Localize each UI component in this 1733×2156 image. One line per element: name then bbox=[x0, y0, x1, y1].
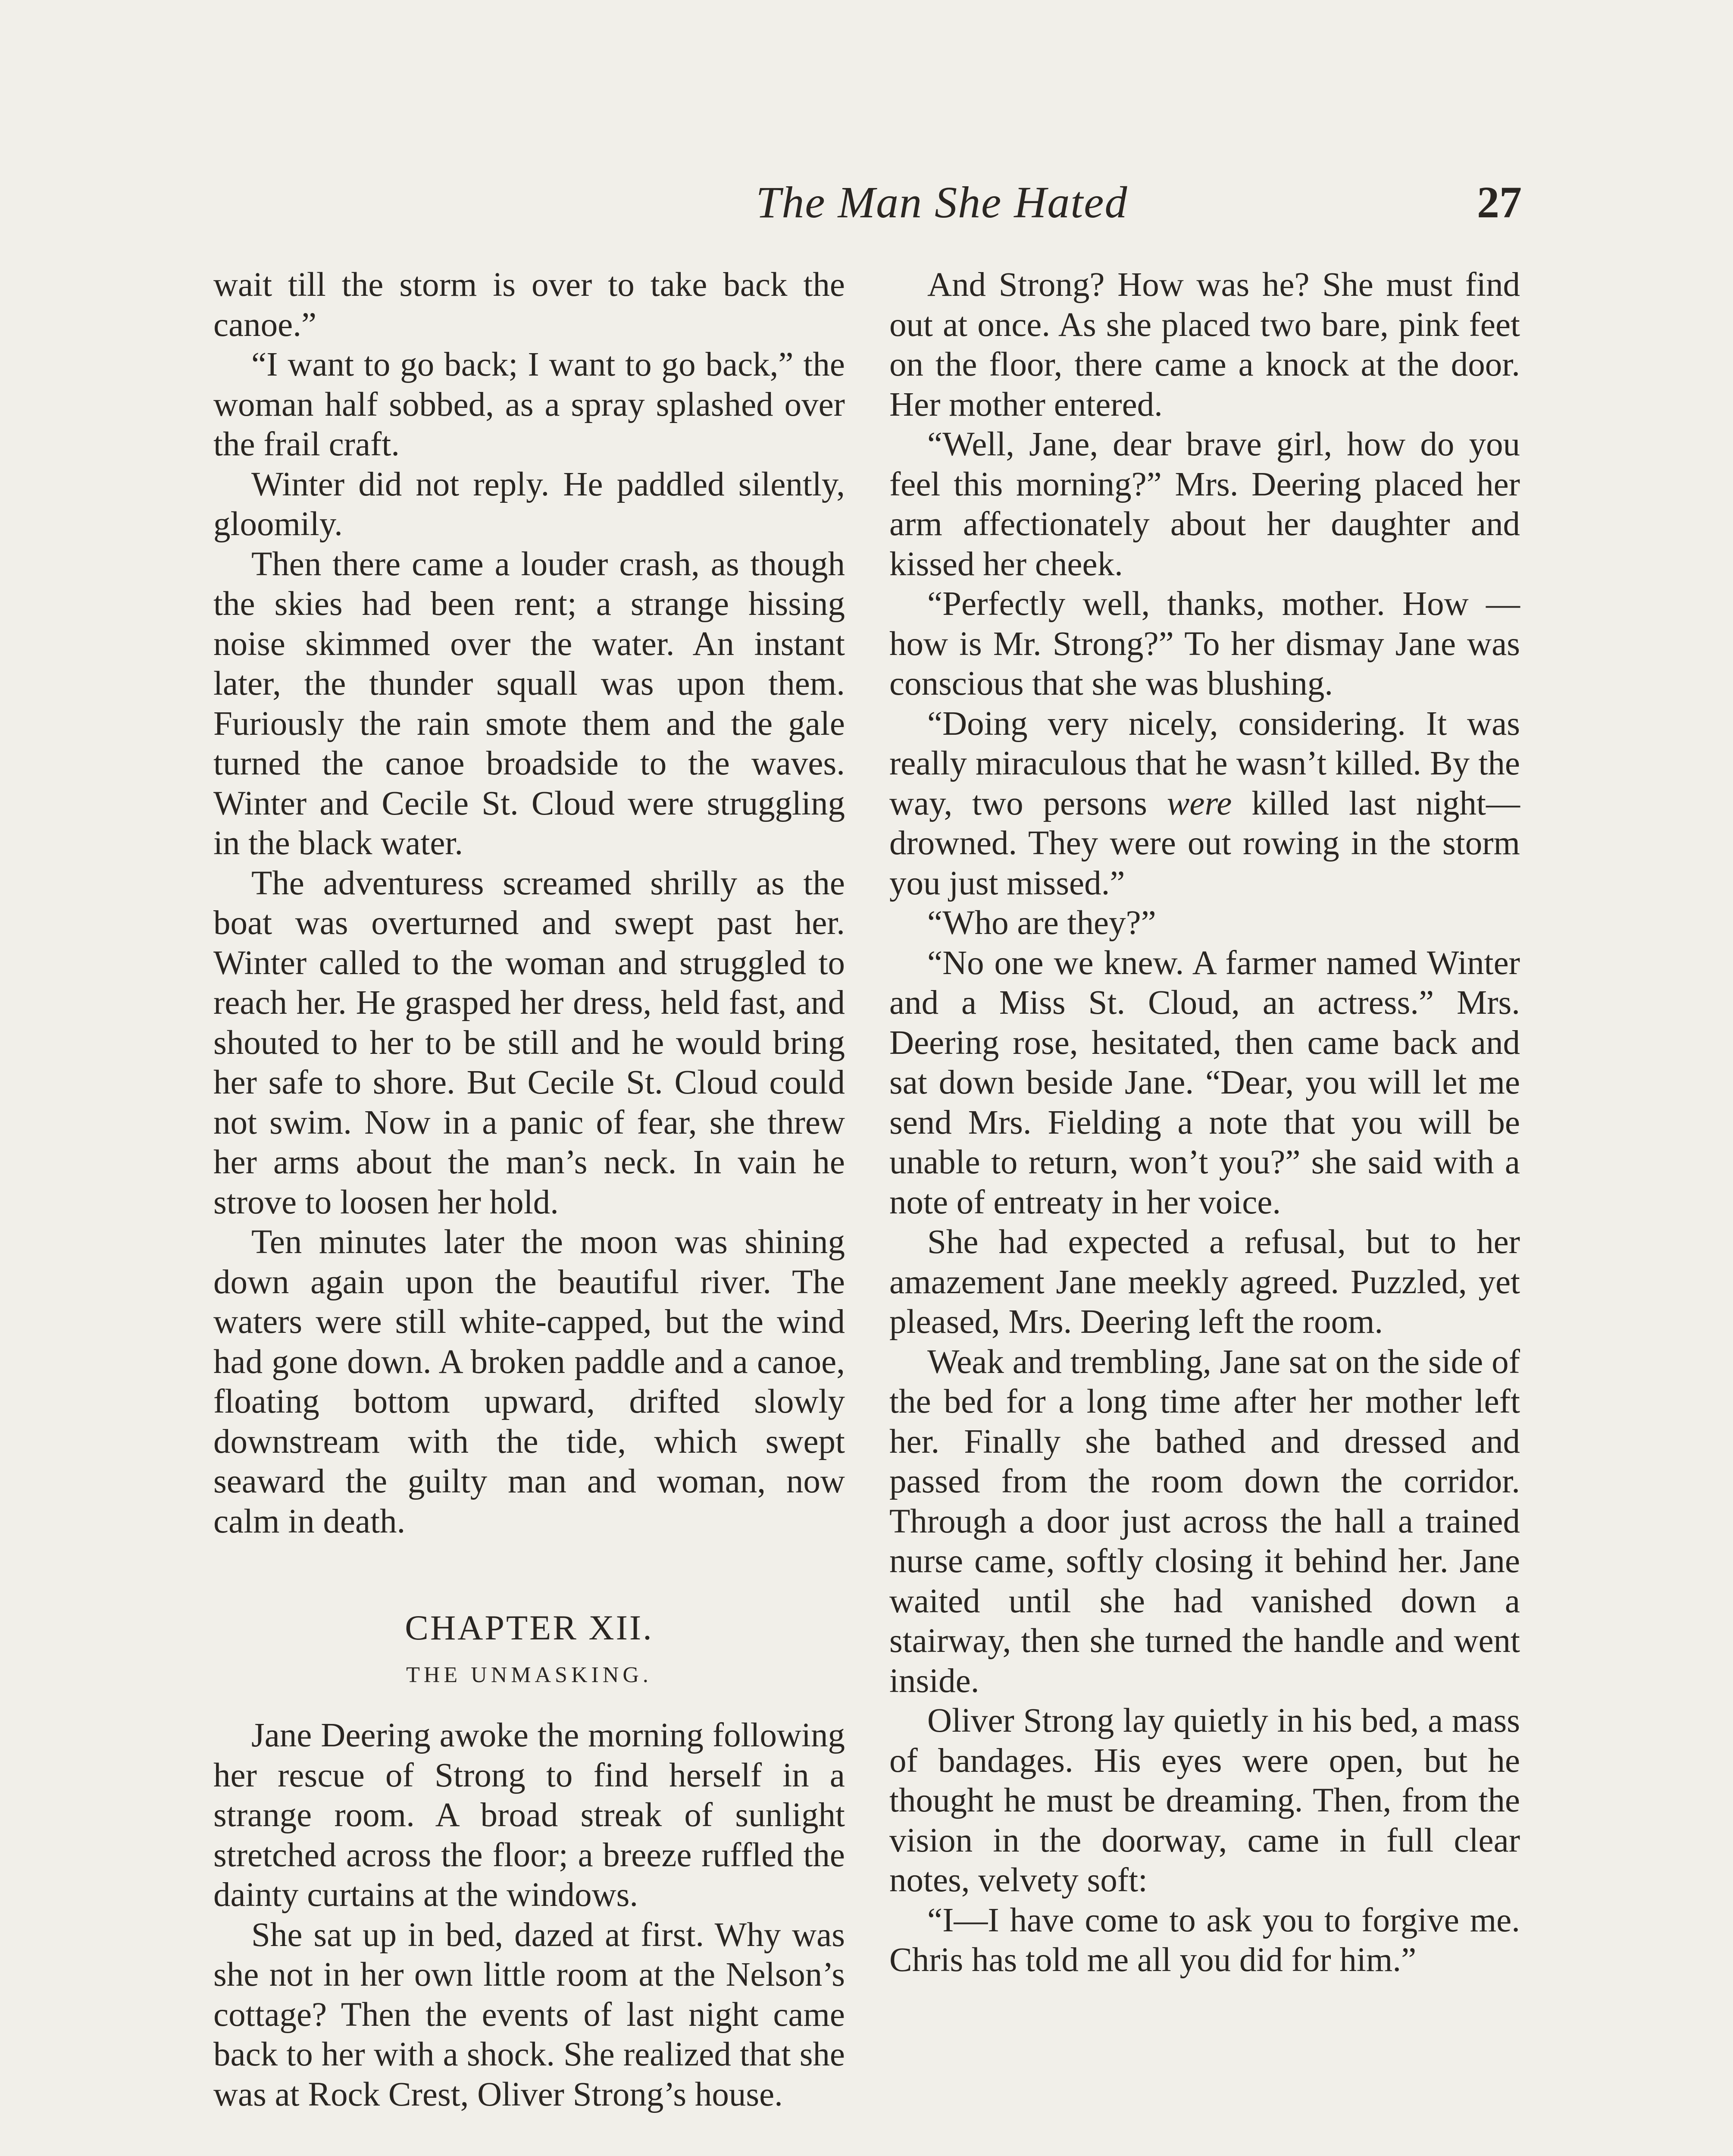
paragraph: She had expected a refusal, but to her amazement Jane meekly agreed. Puzzled, yet pleased, Mrs. Deering left the room. bbox=[889, 1223, 1520, 1341]
page-number: 27 bbox=[1477, 178, 1522, 227]
paragraph: Oliver Strong lay quietly in his bed, a mass of bandages. His eyes were open, but he thought he must be dreaming. Then, from the vision in the doorway, came in full clear notes, velvety soft: bbox=[889, 1702, 1520, 1899]
chapter-subtitle: THE UNMASKING. bbox=[406, 1663, 652, 1687]
left-column bbox=[213, 265, 845, 2115]
right-column bbox=[889, 265, 1520, 1981]
paragraph: The adventuress screamed shrilly as the boat was overturned and swept past her. Winter called to the woman and struggled to reach her. He grasped her dress, held fast, and shouted to her to be still and he would bring her safe to shore. But Cecile St. Cloud could not swim. Now in a panic of fear, she threw her arms about the man’s neck. In vain he strove to loosen her hold. bbox=[213, 864, 845, 1221]
paragraph: Then there came a louder crash, as though the skies had been rent; a strange hissing noise skimmed over the water. An instant later, the thunder squall was upon them. Furiously the rain smote them and the gale turned the canoe broadside to the waves. Winter and Cecile St. Cloud were struggling in the black water. bbox=[213, 545, 845, 862]
page-header bbox=[431, 170, 1522, 235]
paragraph: She sat up in bed, dazed at first. Why was she not in her own little room at the Nelson’s cottage? Then the events of last night came back to her with a shock. She realized that she was at Rock Crest, Oliver Strong’s house. bbox=[213, 1916, 845, 2113]
paragraph: “I—I have come to ask you to forgive me. Chris has told me all you did for him.” bbox=[889, 1901, 1520, 1979]
paragraph bbox=[889, 704, 1520, 904]
paragraph: “Perfectly well, thanks, mother. How —how is Mr. Strong?” To her dismay Jane was conscious that she was blushing. bbox=[889, 585, 1520, 702]
paragraph: “Who are they?” bbox=[927, 904, 1156, 942]
paragraph: And Strong? How was he? She must find out at once. As she placed two bare, pink feet on the floor, there came a knock at the door. Her mother entered. bbox=[889, 266, 1520, 423]
paragraph: Ten minutes later the moon was shining down again upon the beautiful river. The waters were still white-capped, but the wind had gone down. A broken paddle and a canoe, floating bottom upward, drifted slowly downstream with the tide, which swept seaward the guilty man and woman, now calm in death. bbox=[213, 1223, 845, 1540]
paragraph: Winter did not reply. He paddled silently, gloomily. bbox=[213, 465, 845, 543]
paragraph-text: “Doing very nicely, considering. It was really miraculous that he wasn’t killed. By the way, two persons bbox=[889, 705, 1520, 822]
emphasized-word: were bbox=[1167, 784, 1232, 822]
paragraph: wait till the storm is over to take back the canoe.” bbox=[213, 266, 845, 344]
paragraph: “No one we knew. A farmer named Winter and a Miss St. Cloud, an actress.” Mrs. Deering rose, hesitated, then came back and sat down beside Jane. “Dear, you will let me send Mrs. Fielding a note that you will be unable to return, won’t you?” she said with a note of entreaty in her voice. bbox=[889, 944, 1520, 1221]
paragraph: “Well, Jane, dear brave girl, how do you feel this morning?” Mrs. Deering placed her arm affectionately about her daughter and kissed her cheek. bbox=[889, 426, 1520, 583]
paragraph: Jane Deering awoke the morning following her rescue of Strong to find herself in a strange room. A broad streak of sunlight stretched across the floor; a breeze ruffled the dainty curtains at the windows. bbox=[213, 1717, 845, 1914]
running-title: The Man She Hated bbox=[756, 178, 1128, 227]
paragraph: Weak and trembling, Jane sat on the side of the bed for a long time after her mother left her. Finally she bathed and dressed and passed from the room down the corridor. Through a door just across the hall a trained nurse came, softly closing it behind her. Jane waited until she had vanished down a stairway, then she turned the handle and went inside. bbox=[889, 1343, 1520, 1700]
paragraph: “I want to go back; I want to go back,” the woman half sobbed, as a spray splashed over the frail craft. bbox=[213, 346, 845, 463]
paragraph-text: killed last night—drowned. They were out rowing in the storm you just missed.” bbox=[889, 784, 1520, 902]
chapter-title: CHAPTER XII. bbox=[405, 1608, 654, 1647]
